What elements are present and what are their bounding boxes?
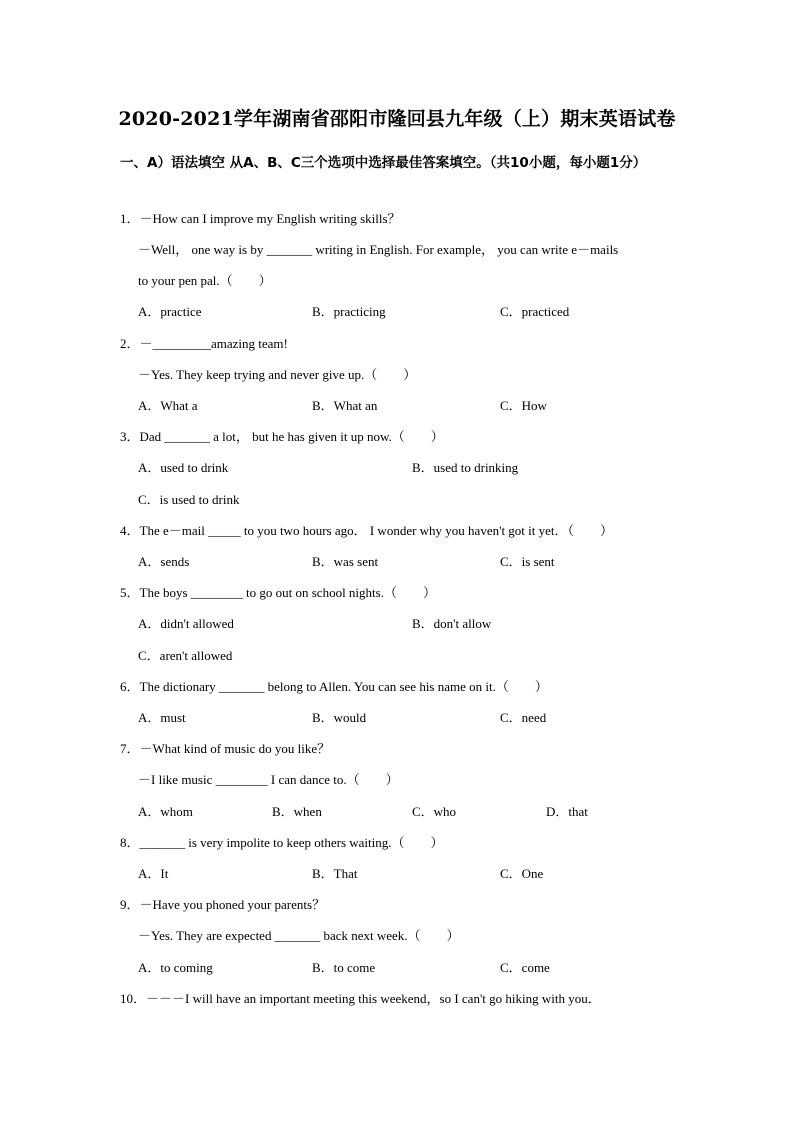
question-1-option-b[interactable]: B．practicing <box>312 304 386 319</box>
question-2-line-1: 2．－_________amazing team! <box>120 336 288 351</box>
question-7-line-1: 7．－What kind of music do you like？ <box>120 741 331 756</box>
question-8-option-c[interactable]: C．One <box>500 866 544 881</box>
question-10-line-1: 10．－－－I will have an important meeting this weekend，so I can't go hiking with you． <box>120 991 601 1006</box>
question-3-option-b[interactable]: B．used to drinking <box>412 460 519 475</box>
question-5-option-c[interactable]: C．aren't allowed <box>138 648 233 663</box>
question-6-option-b[interactable]: B．would <box>312 710 367 725</box>
question-1-line-3: to your pen pal.（ ） <box>138 273 272 288</box>
question-5-line-1: 5．The boys ________ to go out on school nights.（ ） <box>120 585 436 600</box>
question-6-line-1: 6．The dictionary _______ belong to Allen. You can see his name on it.（ ） <box>120 679 548 694</box>
question-1-option-c[interactable]: C．practiced <box>500 304 570 319</box>
question-4-option-a[interactable]: A．sends <box>138 554 190 569</box>
question-8-option-b[interactable]: B．That <box>312 866 358 881</box>
question-2-option-b[interactable]: B．What an <box>312 398 378 413</box>
question-9-line-1: 9．－Have you phoned your parents？ <box>120 897 326 912</box>
question-9-option-c[interactable]: C．come <box>500 960 550 975</box>
question-7-option-c[interactable]: C．who <box>412 804 457 819</box>
question-2-line-2: －Yes. They keep trying and never give up.（ ） <box>138 367 417 382</box>
question-1-option-a[interactable]: A．practice <box>138 304 202 319</box>
question-7-option-a[interactable]: A．whom <box>138 804 193 819</box>
question-6-option-a[interactable]: A．must <box>138 710 186 725</box>
question-7-line-2: －I like music ________ I can dance to.（ ） <box>138 772 399 787</box>
question-4-option-c[interactable]: C．is sent <box>500 554 555 569</box>
question-9-option-a[interactable]: A．to coming <box>138 960 213 975</box>
question-3-option-a[interactable]: A．used to drink <box>138 460 229 475</box>
question-7-option-b[interactable]: B．when <box>272 804 322 819</box>
question-2-option-c[interactable]: C．How <box>500 398 547 413</box>
question-9-line-2: －Yes. They are expected _______ back next week.（ ） <box>138 928 460 943</box>
question-5-option-b[interactable]: B．don't allow <box>412 616 492 631</box>
question-4-option-b[interactable]: B．was sent <box>312 554 379 569</box>
question-3-option-c[interactable]: C．is used to drink <box>138 492 240 507</box>
page-title: 2020-2021学年湖南省邵阳市隆回县九年级（上）期末英语试卷 <box>118 108 676 130</box>
question-7-option-d[interactable]: D．that <box>546 804 588 819</box>
question-4-line-1: 4．The e－mail _____ to you two hours ago． I wonder why you haven't got it yet．（ ） <box>120 523 614 538</box>
section-heading: 一、A）语法填空 从A、B、C三个选项中选择最佳答案填空。（共10小题，每小题1分） <box>120 155 647 171</box>
question-5-option-a[interactable]: A．didn't allowed <box>138 616 234 631</box>
question-8-option-a[interactable]: A．It <box>138 866 169 881</box>
question-1-line-2: －Well， one way is by _______ writing in English. For example， you can write e－mails <box>138 242 619 257</box>
question-3-line-1: 3．Dad _______ a lot， but he has given it up now.（ ） <box>120 429 444 444</box>
question-2-option-a[interactable]: A．What a <box>138 398 198 413</box>
question-9-option-b[interactable]: B．to come <box>312 960 376 975</box>
question-8-line-1: 8．_______ is very impolite to keep others waiting.（ ） <box>120 835 444 850</box>
question-1-line-1: 1．－How can I improve my English writing skills？ <box>120 211 401 226</box>
question-6-option-c[interactable]: C．need <box>500 710 547 725</box>
